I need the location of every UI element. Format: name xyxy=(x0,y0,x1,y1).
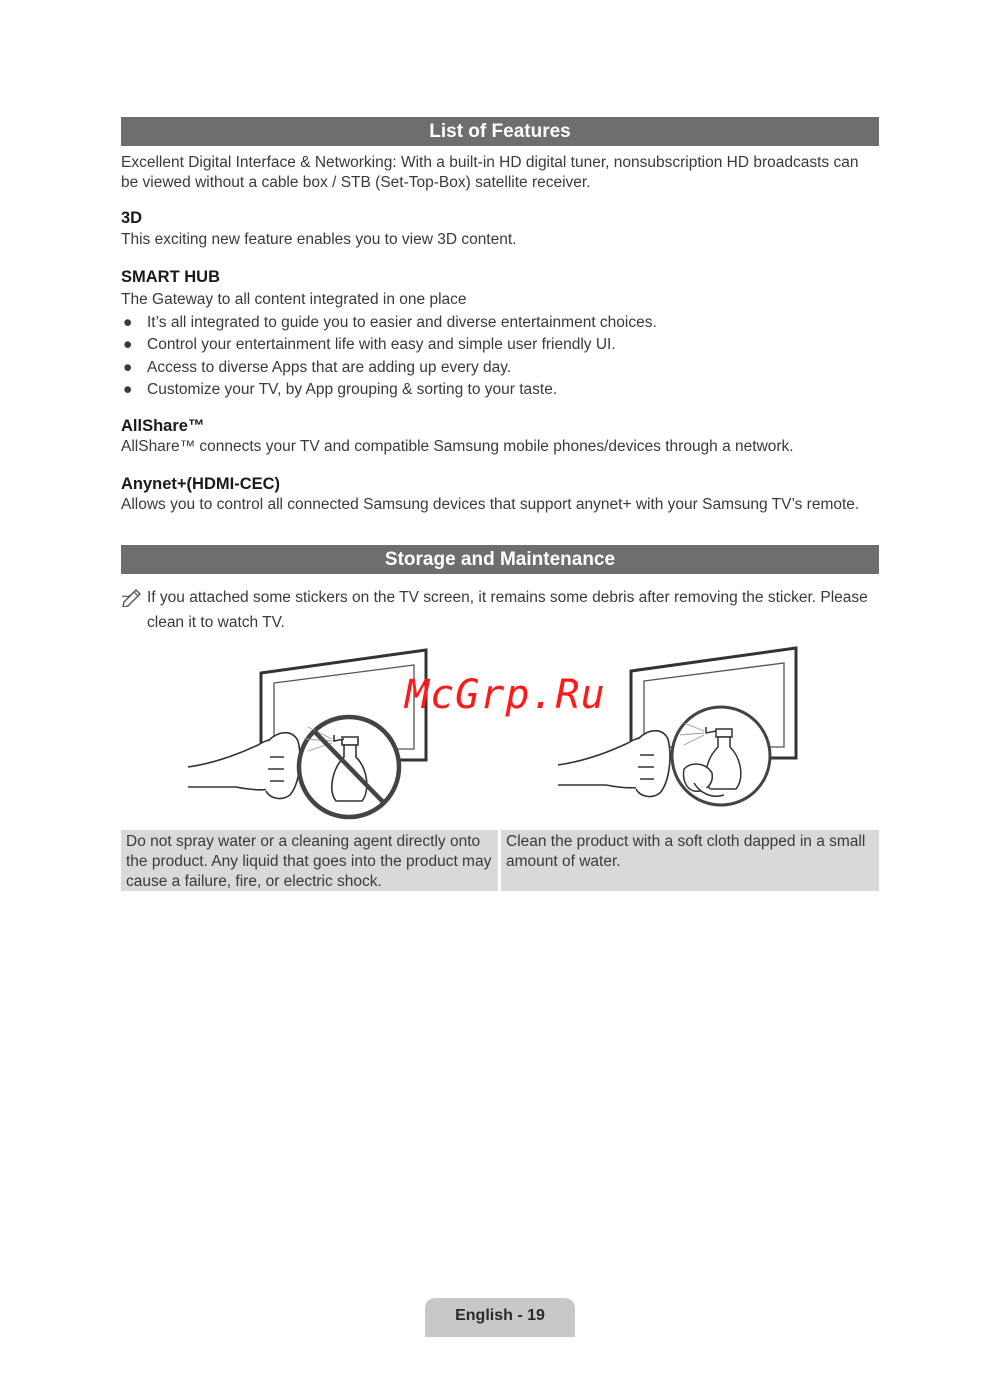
caption-soft-cloth: Clean the product with a soft cloth dapped in a small amount of water. xyxy=(501,830,879,891)
list-item: ● Customize your TV, by App grouping & sorting to your taste. xyxy=(121,379,879,401)
text-anynet: Allows you to control all connected Samsung devices that support anynet+ with your Samsung TV’s remote. xyxy=(121,496,860,513)
list-item: ● Control your entertainment life with easy and simple user friendly UI. xyxy=(121,334,879,356)
pencil-note-icon xyxy=(121,585,145,607)
list-of-features-header: List of Features xyxy=(121,117,879,146)
storage-maintenance-header: Storage and Maintenance xyxy=(121,545,879,574)
bullet-icon: ● xyxy=(123,381,133,399)
list-item: ● It’s all integrated to guide you to easier and diverse entertainment choices. xyxy=(121,312,879,334)
heading-3d: 3D xyxy=(121,209,143,227)
list-item: ● Access to diverse Apps that are adding up every day. xyxy=(121,357,879,379)
text-allshare: AllShare™ connects your TV and compatible Samsung mobile phones/devices through a network. xyxy=(121,438,794,455)
watermark: McGrp.Ru xyxy=(405,672,606,718)
bullet-icon: ● xyxy=(123,314,133,331)
sticker-note xyxy=(121,585,879,635)
heading-anynet: Anynet+(HDMI-CEC) xyxy=(121,475,281,493)
smart-hub-bullet-list xyxy=(121,312,879,402)
text-3d: This exciting new feature enables you to view 3D content. xyxy=(121,231,517,248)
bullet-icon: ● xyxy=(123,358,133,376)
caption-no-spray: Do not spray water or a cleaning agent directly onto the product. Any liquid that goes into the product may cause a failure, fire, or electric shock. xyxy=(121,830,498,891)
features-intro: Excellent Digital Interface & Networking: With a built-in HD digital tuner, nonsubscription HD broadcasts can be viewed without a cable box / STB (Set-Top-Box) satellite receiver. xyxy=(121,154,859,191)
page-number-tab: English - 19 xyxy=(425,1298,575,1337)
heading-allshare: AllShare™ xyxy=(121,417,205,435)
bullet-icon: ● xyxy=(123,336,133,354)
text-smart-hub: The Gateway to all content integrated in one place xyxy=(121,291,467,308)
soft-cloth-illustration xyxy=(556,643,816,821)
note-text: If you attached some stickers on the TV screen, it remains some debris after removing the sticker. Please clean it to watch TV. xyxy=(147,589,868,631)
heading-smart-hub: SMART HUB xyxy=(121,268,220,286)
